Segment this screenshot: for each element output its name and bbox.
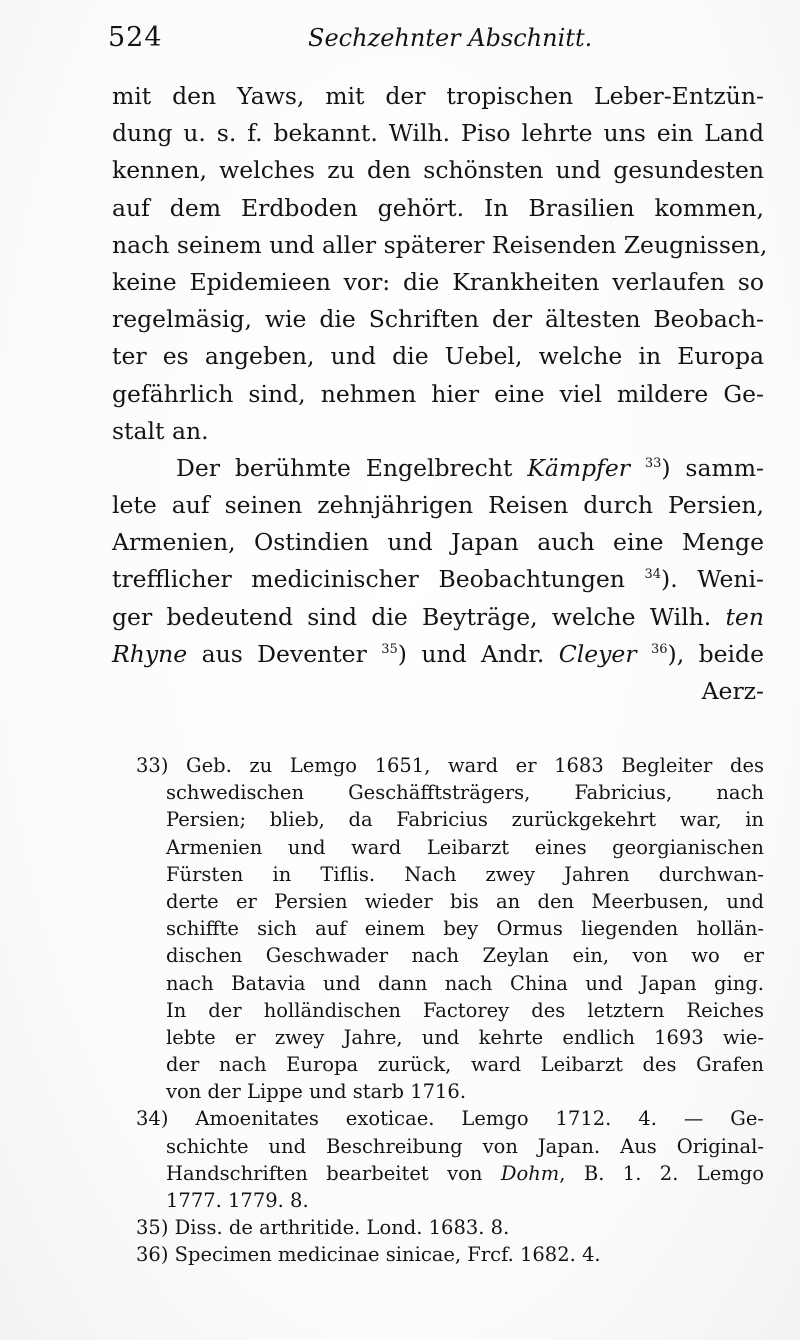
text-segment: ) und Andr.	[397, 639, 545, 668]
footnote-line: 1777. 1779. 8.	[166, 1189, 309, 1212]
text-segment: ), beide	[667, 639, 764, 668]
page-header	[108, 22, 768, 62]
footnote-line: schichte und Beschreibung von Japan. Aus Original-	[166, 1134, 764, 1158]
footnote-line: nach Batavia und dann nach China und Japan ging.	[166, 971, 764, 995]
text-line	[112, 636, 764, 673]
footnote-line: schiffte sich auf einem bey Ormus liegenden hollän-	[166, 917, 764, 941]
footnote-ref: 34	[644, 567, 662, 583]
text-line: mit den Yaws, mit der tropischen Leber-Entzün-	[112, 82, 764, 110]
footnote-line: der nach Europa zurück, ward Leibarzt des Grafen	[166, 1053, 764, 1077]
text-line	[112, 599, 764, 636]
text-segment: Der berühmte Engelbrecht	[176, 453, 513, 482]
text-line: auf dem Erdboden gehört. In Brasilien kommen,	[112, 193, 764, 222]
person-name: ten	[725, 602, 764, 631]
text-line: stalt an.	[112, 416, 209, 445]
footnote-line: 34) Amoenitates exoticae. Lemgo 1712. 4. — Ge-	[136, 1107, 764, 1131]
text-line: kennen, welches zu den schönsten und gesundesten	[112, 156, 764, 185]
text-line: gefährlich sind, nehmen hier eine viel mildere Ge-	[112, 379, 764, 408]
footnote-ref: 36	[650, 641, 668, 657]
footnote-line: von der Lippe und starb 1716.	[166, 1080, 467, 1104]
footnote-line: dischen Geschwader nach Zeylan ein, von wo er	[166, 944, 764, 968]
catchword: Aerz-	[701, 677, 764, 705]
text-segment: Handschriften bearbeitet von	[166, 1161, 483, 1185]
text-segment: trefflicher medicinischer Beobachtungen	[112, 565, 625, 594]
footnote-line	[136, 1160, 764, 1187]
text-line: keine Epidemieen vor: die Krankheiten verlaufen so	[112, 267, 764, 296]
footnote-line: Persien; blieb, da Fabricius zurückgekehrt war, in	[166, 808, 764, 832]
text-line	[112, 450, 764, 487]
footnotes	[136, 752, 764, 1269]
person-name: Rhyne	[112, 639, 188, 668]
text-line: regelmäsig, wie die Schriften der ältesten Beobach-	[112, 305, 764, 334]
footnote-ref: 35	[381, 641, 398, 657]
footnote-line: Armenien und ward Leibarzt eines georgianischen	[166, 835, 764, 859]
text-segment: ). Weni-	[661, 565, 764, 594]
person-name: Kämpfer	[527, 453, 631, 482]
running-head: Sechzehnter Abschnitt.	[308, 24, 593, 52]
footnote-line: schwedischen Geschäfftsträgers, Fabricius, nach	[166, 781, 764, 805]
text-line	[112, 561, 764, 598]
footnote-line: derte er Persien wieder bis an den Meerbusen, und	[166, 889, 764, 913]
text-line: Armenien, Ostindien und Japan auch eine Menge	[112, 528, 764, 557]
text-segment: ) samm-	[661, 453, 764, 482]
footnote-line: 36) Specimen medicinae sinicae, Frcf. 1682. 4.	[136, 1243, 601, 1267]
footnote-line: 33) Geb. zu Lemgo 1651, ward er 1683 Begleiter des	[136, 754, 764, 777]
page-number: 524	[108, 22, 163, 53]
text-line: nach seinem und aller späterer Reisenden Zeugnissen,	[112, 230, 768, 259]
text-segment: aus Deventer	[201, 639, 367, 668]
footnote-line: In der holländischen Factorey des letztern Reiches	[166, 998, 764, 1022]
text-line: dung u. s. f. bekannt. Wilh. Piso lehrte uns ein Land	[112, 119, 764, 148]
text-line: lete auf seinen zehnjährigen Reisen durch Persien,	[112, 491, 764, 520]
footnote-line: lebte er zwey Jahre, und kehrte endlich 1693 wie-	[166, 1025, 764, 1049]
footnote-line: 35) Diss. de arthritide. Lond. 1683. 8.	[136, 1216, 510, 1240]
text-segment: ger bedeutend sind die Beyträge, welche Wilh.	[112, 602, 712, 631]
person-name: Cleyer	[558, 639, 637, 668]
text-segment: , B. 1. 2. Lemgo	[559, 1161, 764, 1185]
person-name: Dohm	[500, 1161, 560, 1185]
text-line: ter es angeben, und die Uebel, welche in Europa	[112, 342, 764, 371]
footnote-ref: 33	[644, 455, 662, 471]
main-text	[112, 78, 768, 710]
footnote-line: Fürsten in Tiflis. Nach zwey Jahren durchwan-	[166, 862, 764, 886]
